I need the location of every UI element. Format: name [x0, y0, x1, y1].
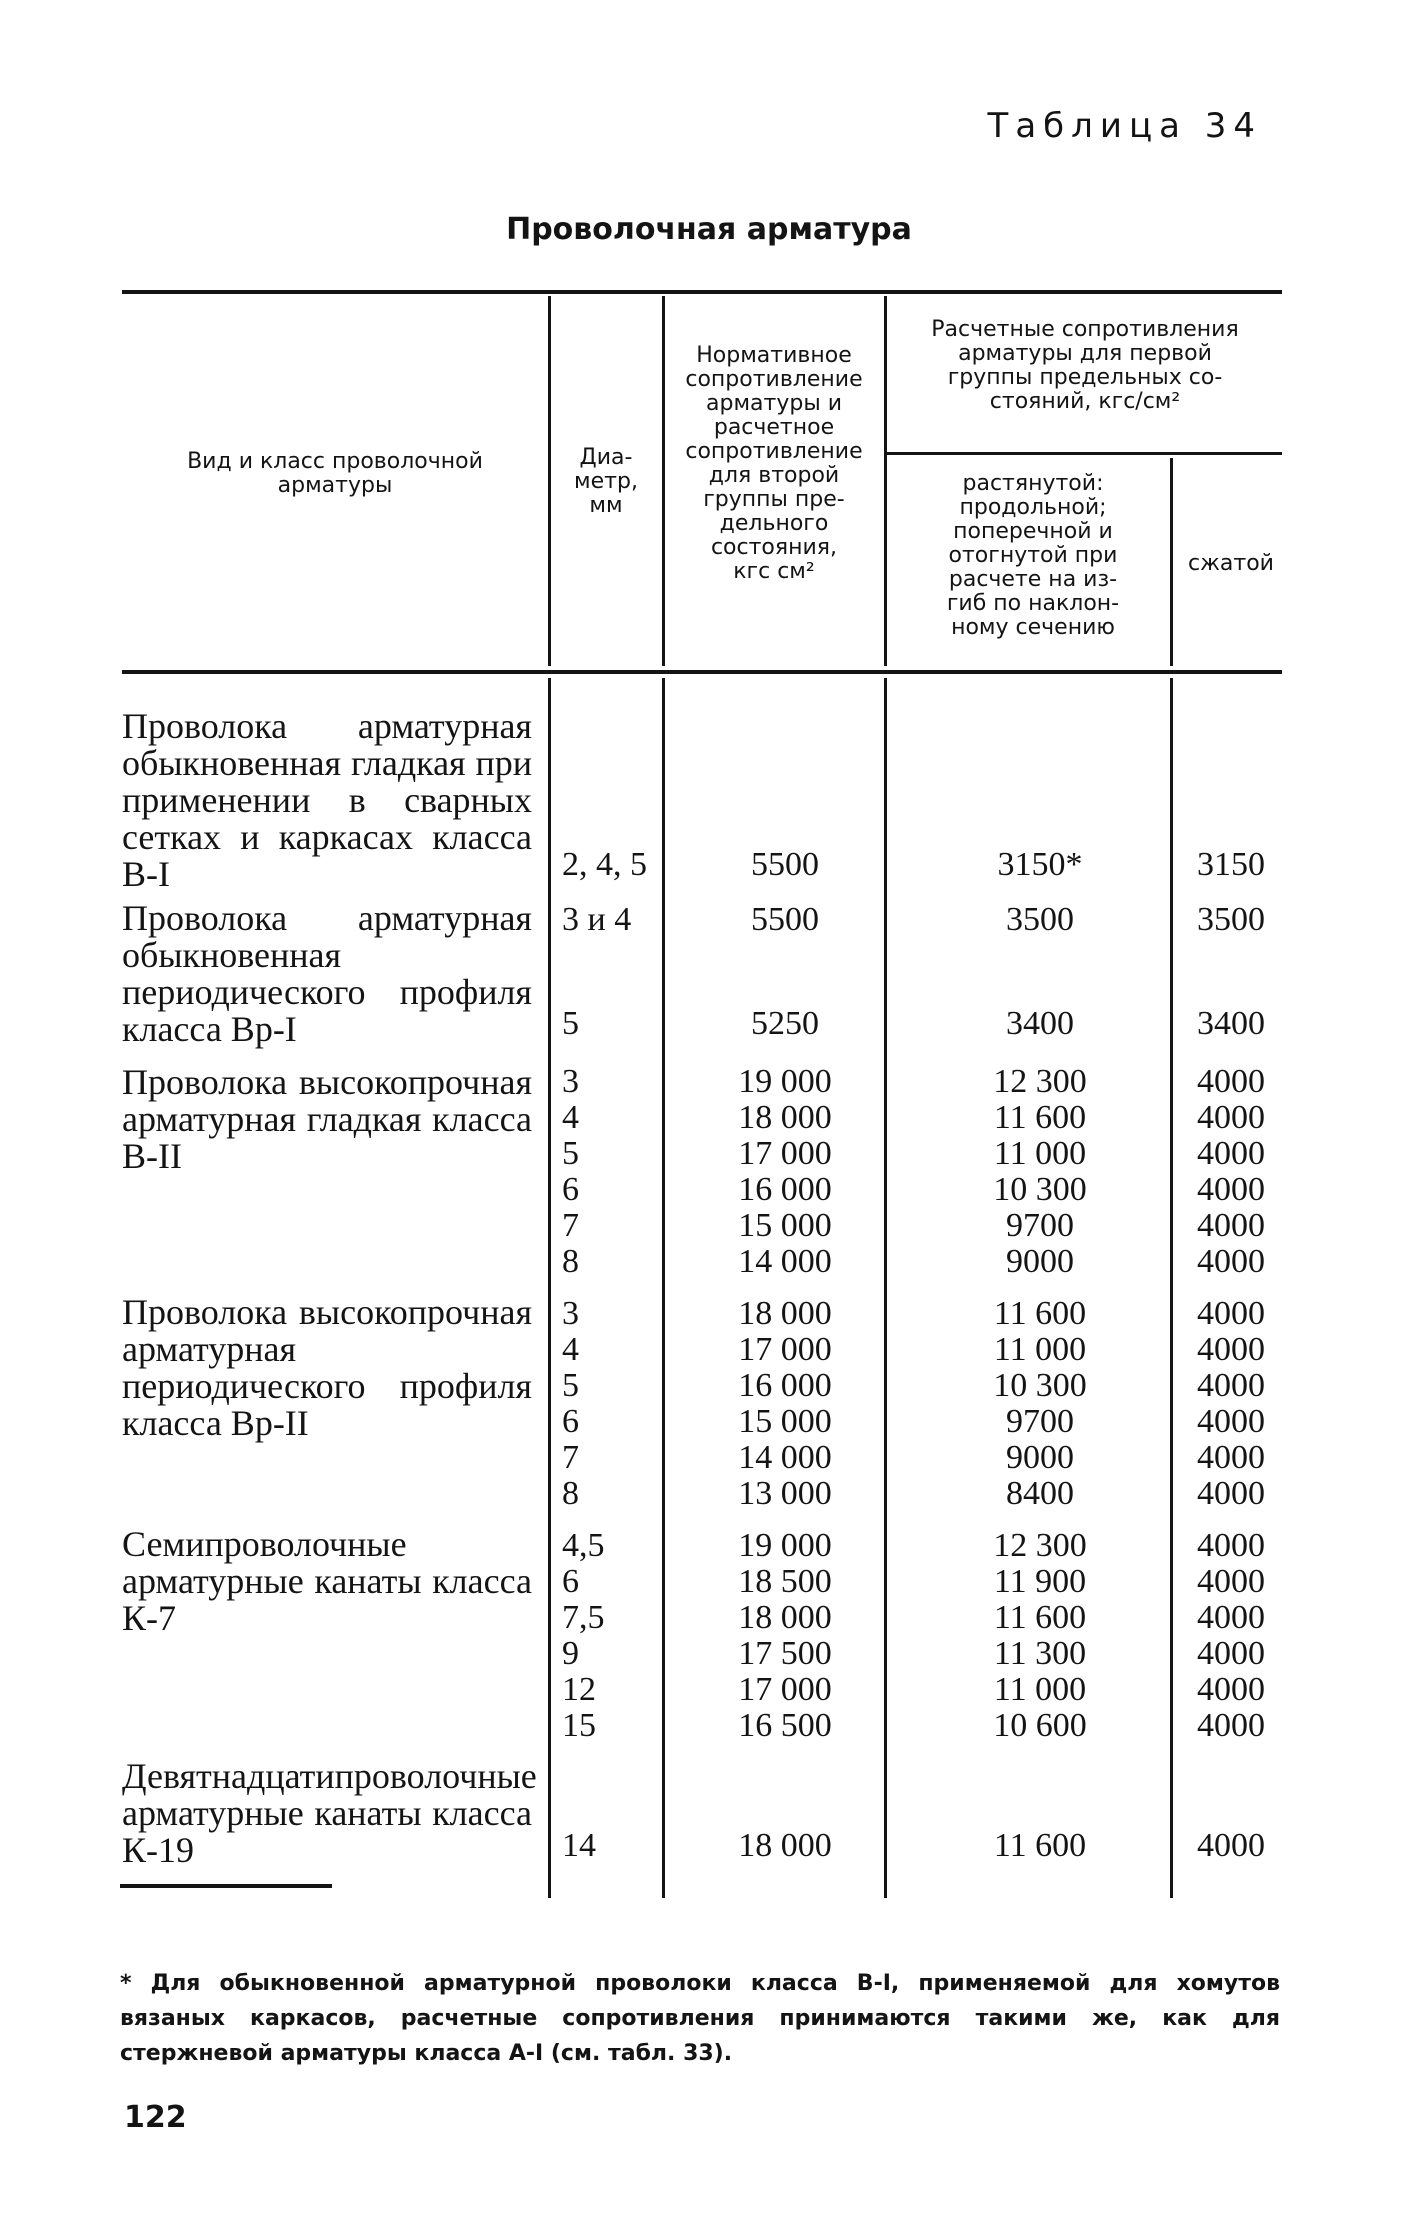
header-design-group: Расчетные сопротивления арматуры для первой группы предельных со- стояний, кгс/см² — [931, 317, 1239, 414]
header-divider-2 — [662, 296, 665, 666]
compression-cell: 4000 — [1197, 1243, 1265, 1280]
compression-cell: 4000 — [1197, 1475, 1265, 1512]
tension-cell: 11 000 — [993, 1671, 1087, 1708]
diameter-cell: 3 — [562, 1295, 579, 1332]
normative-cell: 17 500 — [738, 1635, 832, 1672]
compression-cell: 3500 — [1197, 901, 1265, 938]
header-divider-3 — [884, 296, 887, 666]
group-name-bp1: Проволока арматурная обыкновенная периодического профиля класса Вр-I — [122, 898, 532, 1049]
body-divider-4 — [1170, 678, 1173, 1898]
tension-cell: 11 600 — [993, 1599, 1087, 1636]
normative-cell: 18 000 — [738, 1295, 832, 1332]
diameter-cell: 4 — [562, 1331, 579, 1368]
compression-cell: 4000 — [1197, 1599, 1265, 1636]
table-top-rule — [122, 290, 1282, 294]
group-name-b1: Проволока арматурная обыкновенная гладкая при применении в сварных сетках и каркасах класса В-I — [122, 706, 532, 894]
compression-cell: 4000 — [1197, 1331, 1265, 1368]
compression-cell: 4000 — [1197, 1671, 1265, 1708]
compression-cell: 4000 — [1197, 1827, 1265, 1864]
diameter-cell: 4,5 — [562, 1527, 605, 1564]
tension-cell: 10 300 — [993, 1171, 1087, 1208]
header-normative: Нормативное сопротивление арматуры и расчетное сопротивление для второй группы пре- дельного состояния, кгс см² — [685, 343, 863, 584]
tension-cell: 11 600 — [993, 1295, 1087, 1332]
tension-cell: 3150* — [997, 846, 1083, 883]
normative-cell: 15 000 — [738, 1207, 832, 1244]
normative-cell: 15 000 — [738, 1403, 832, 1440]
normative-cell: 16 000 — [738, 1171, 832, 1208]
tension-cell: 11 600 — [993, 1099, 1087, 1136]
diameter-cell: 6 — [562, 1563, 579, 1600]
compression-cell: 4000 — [1197, 1707, 1265, 1744]
compression-cell: 4000 — [1197, 1635, 1265, 1672]
tension-cell: 11 900 — [993, 1563, 1087, 1600]
diameter-cell: 3 и 4 — [562, 901, 632, 938]
compression-cell: 4000 — [1197, 1367, 1265, 1404]
table-title: Проволочная арматура — [506, 212, 912, 247]
diameter-cell: 12 — [562, 1671, 596, 1708]
tension-cell: 11 000 — [993, 1331, 1087, 1368]
tension-cell: 8400 — [1006, 1475, 1074, 1512]
diameter-cell: 5 — [562, 1005, 579, 1042]
normative-cell: 17 000 — [738, 1135, 832, 1172]
body-divider-1 — [548, 678, 551, 1898]
normative-cell: 16 500 — [738, 1707, 832, 1744]
header-compression: сжатой — [1188, 551, 1274, 576]
normative-cell: 16 000 — [738, 1367, 832, 1404]
compression-cell: 4000 — [1197, 1563, 1265, 1600]
group-name-k7: Семипроволочные арматурные канаты класса К-7 — [122, 1524, 532, 1638]
diameter-cell: 14 — [562, 1827, 596, 1864]
diameter-cell: 3 — [562, 1063, 579, 1100]
compression-cell: 4000 — [1197, 1439, 1265, 1476]
diameter-cell: 8 — [562, 1475, 579, 1512]
diameter-cell: 9 — [562, 1635, 579, 1672]
tension-cell: 9700 — [1006, 1403, 1074, 1440]
normative-cell: 19 000 — [738, 1527, 832, 1564]
header-tension: растянутой: продольной; поперечной и отогнутой при расчете на из- гиб по наклон- ному сечению — [946, 471, 1120, 640]
footnote-rule — [120, 1884, 332, 1888]
normative-cell: 14 000 — [738, 1439, 832, 1476]
normative-cell: 18 000 — [738, 1827, 832, 1864]
tension-cell: 11 000 — [993, 1135, 1087, 1172]
group-name-b2: Проволока высокопрочная арматурная гладкая класса В-II — [122, 1062, 532, 1176]
group-name-k19: Девятнадцатипроволочные арматурные канаты класса К-19 — [122, 1756, 537, 1870]
header-divider-4 — [1170, 458, 1173, 666]
tension-cell: 12 300 — [993, 1527, 1087, 1564]
header-bottom-rule — [122, 670, 1282, 674]
normative-cell: 13 000 — [738, 1475, 832, 1512]
compression-cell: 4000 — [1197, 1135, 1265, 1172]
body-divider-3 — [884, 678, 887, 1898]
header-divider-1 — [548, 296, 551, 666]
tension-cell: 10 300 — [993, 1367, 1087, 1404]
normative-cell: 14 000 — [738, 1243, 832, 1280]
tension-cell: 10 600 — [993, 1707, 1087, 1744]
page-number: 122 — [124, 2100, 187, 2135]
diameter-cell: 7 — [562, 1207, 579, 1244]
normative-cell: 5500 — [751, 901, 819, 938]
diameter-cell: 8 — [562, 1243, 579, 1280]
diameter-cell: 6 — [562, 1403, 579, 1440]
normative-cell: 18 500 — [738, 1563, 832, 1600]
compression-cell: 4000 — [1197, 1295, 1265, 1332]
tension-cell: 9000 — [1006, 1439, 1074, 1476]
compression-cell: 3400 — [1197, 1005, 1265, 1042]
footnote: * Для обыкновенной арматурной проволоки класса В-I, применяемой для хомутов вязаных каркасов, расчетные сопротивления принимаются такими же, как для стержневой арматуры класса А-I (см. табл. 33). — [120, 1971, 1280, 2066]
compression-cell: 4000 — [1197, 1207, 1265, 1244]
table-label: Таблица 34 — [987, 106, 1262, 146]
sub-header-rule — [886, 452, 1282, 455]
tension-cell: 12 300 — [993, 1063, 1087, 1100]
compression-cell: 4000 — [1197, 1403, 1265, 1440]
diameter-cell: 15 — [562, 1707, 596, 1744]
tension-cell: 9700 — [1006, 1207, 1074, 1244]
diameter-cell: 2, 4, 5 — [562, 846, 647, 883]
normative-cell: 18 000 — [738, 1599, 832, 1636]
diameter-cell: 7 — [562, 1439, 579, 1476]
compression-cell: 3150 — [1197, 846, 1265, 883]
tension-cell: 3400 — [1006, 1005, 1074, 1042]
normative-cell: 5250 — [751, 1005, 819, 1042]
tension-cell: 3500 — [1006, 901, 1074, 938]
diameter-cell: 4 — [562, 1099, 579, 1136]
tension-cell: 11 300 — [993, 1635, 1087, 1672]
normative-cell: 5500 — [751, 846, 819, 883]
group-name-bp2: Проволока высокопрочная арматурная периодического профиля класса Вр-II — [122, 1292, 532, 1443]
diameter-cell: 6 — [562, 1171, 579, 1208]
tension-cell: 11 600 — [993, 1827, 1087, 1864]
compression-cell: 4000 — [1197, 1171, 1265, 1208]
normative-cell: 17 000 — [738, 1671, 832, 1708]
compression-cell: 4000 — [1197, 1099, 1265, 1136]
normative-cell: 17 000 — [738, 1331, 832, 1368]
diameter-cell: 5 — [562, 1135, 579, 1172]
header-type-class: Вид и класс проволочной арматуры — [187, 449, 483, 498]
tension-cell: 9000 — [1006, 1243, 1074, 1280]
diameter-cell: 5 — [562, 1367, 579, 1404]
diameter-cell: 7,5 — [562, 1599, 605, 1636]
header-diameter: Диа- метр, мм — [574, 445, 638, 518]
compression-cell: 4000 — [1197, 1527, 1265, 1564]
normative-cell: 19 000 — [738, 1063, 832, 1100]
normative-cell: 18 000 — [738, 1099, 832, 1136]
compression-cell: 4000 — [1197, 1063, 1265, 1100]
